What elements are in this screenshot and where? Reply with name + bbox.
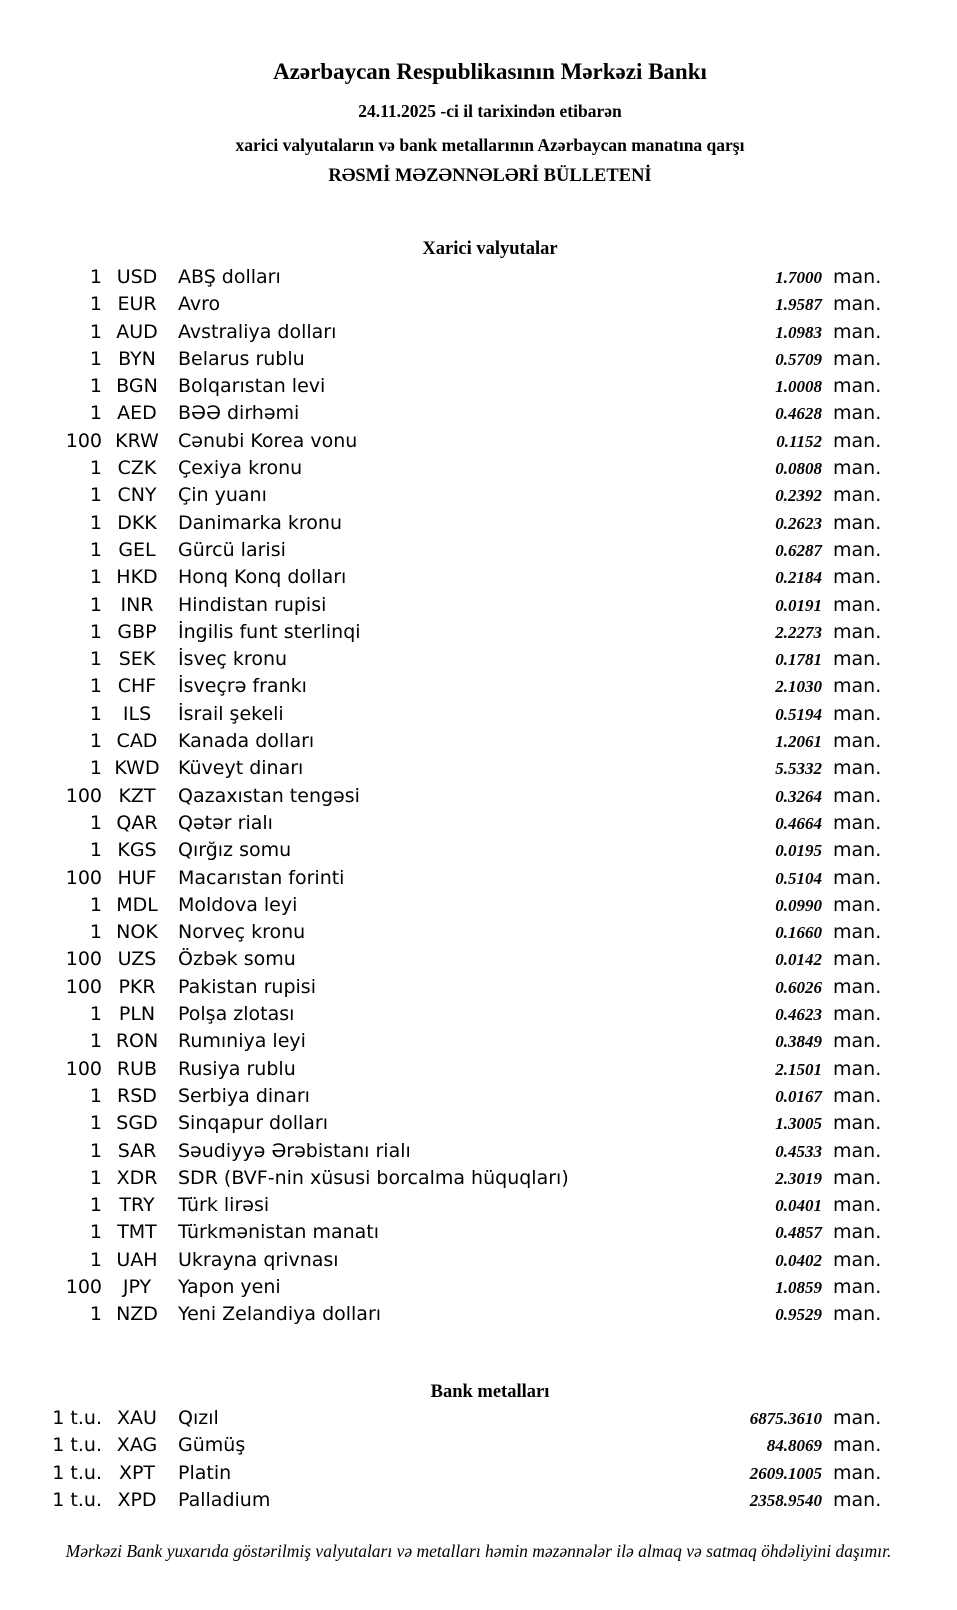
currency-name: Rumıniya leyi	[178, 1030, 306, 1053]
rate-value: 0.3849	[775, 1032, 822, 1052]
unit-label: man.	[833, 839, 882, 862]
unit-label: man.	[833, 347, 882, 370]
currency-name: Honq Konq dolları	[178, 566, 347, 589]
metals-table	[0, 1405, 890, 1514]
quantity-cell: 1	[89, 1303, 102, 1326]
quantity-cell: 1	[89, 893, 102, 916]
currency-code: CAD	[116, 730, 158, 753]
unit-label: man.	[833, 457, 882, 480]
currency-name: Gürcü larisi	[178, 538, 286, 561]
unit-label: man.	[833, 784, 882, 807]
rate-value: 0.0808	[775, 459, 822, 479]
rate-value: 2358.9540	[749, 1490, 822, 1510]
quantity-cell: 1	[89, 511, 102, 534]
currency-name: İngilis funt sterlinqi	[178, 620, 361, 643]
currency-code: KWD	[114, 757, 160, 780]
currency-code: TRY	[119, 1194, 155, 1217]
table-row	[0, 1274, 890, 1301]
unit-label: man.	[833, 1057, 882, 1080]
currency-code: PLN	[118, 1003, 156, 1026]
rate-value: 0.0401	[775, 1196, 822, 1216]
table-row	[0, 482, 890, 509]
currency-name: ABŞ dolları	[178, 266, 281, 288]
table-row	[0, 646, 890, 673]
currency-code: BYN	[118, 347, 156, 370]
unit-label: man.	[833, 1303, 882, 1326]
currency-code: QAR	[116, 811, 158, 834]
table-row	[0, 537, 890, 564]
currency-name: Bolqarıstan levi	[178, 375, 326, 398]
quantity-cell: 1	[89, 1112, 102, 1135]
unit-label: man.	[833, 1139, 882, 1162]
currency-name: Norveç kronu	[178, 921, 306, 944]
table-row	[0, 1405, 890, 1432]
currency-code: KZT	[118, 784, 156, 807]
currency-name: Danimarka kronu	[178, 511, 343, 534]
date-line: 24.11.2025 -ci il tarixindən etibarən	[358, 101, 622, 121]
rate-value: 0.0990	[775, 895, 822, 915]
unit-label: man.	[833, 1488, 882, 1511]
rate-value: 0.2184	[775, 568, 822, 588]
table-row	[0, 400, 890, 427]
currency-code: RUB	[116, 1057, 158, 1080]
unit-label: man.	[833, 266, 882, 288]
currency-name: SDR (BVF-nin xüsusi borcalma hüquqları)	[178, 1166, 569, 1189]
quantity-cell: 1	[89, 293, 102, 316]
table-row	[0, 755, 890, 782]
table-row	[0, 1001, 890, 1028]
currency-code: ILS	[122, 702, 152, 725]
unit-label: man.	[833, 1275, 882, 1298]
table-row	[0, 865, 890, 892]
unit-label: man.	[833, 893, 882, 916]
quantity-cell: 1	[89, 811, 102, 834]
quantity-cell: 1	[89, 266, 102, 288]
currency-name: Qırğız somu	[178, 839, 292, 862]
unit-label: man.	[833, 921, 882, 944]
quantity-cell: 1	[89, 702, 102, 725]
rate-value: 0.0167	[775, 1086, 822, 1106]
unit-label: man.	[833, 1194, 882, 1217]
currency-code: UZS	[117, 948, 157, 971]
table-row	[0, 428, 890, 455]
quantity-cell: 1 t.u.	[52, 1461, 102, 1484]
currency-name: Türk lirəsi	[178, 1194, 270, 1217]
currency-name: Kanada dolları	[178, 730, 315, 753]
rate-value: 1.7000	[775, 268, 822, 287]
unit-label: man.	[833, 620, 882, 643]
currency-name: Qızıl	[178, 1407, 219, 1429]
quantity-cell: 1	[89, 375, 102, 398]
quantity-cell: 1	[89, 484, 102, 507]
currency-code: UAH	[116, 1248, 158, 1271]
currency-name: Çexiya kronu	[178, 457, 303, 480]
quantity-cell: 100	[65, 1057, 102, 1080]
currency-code: AUD	[116, 320, 158, 343]
quantity-cell: 1	[89, 538, 102, 561]
table-row	[0, 264, 890, 291]
table-row	[0, 1110, 890, 1137]
section-title-metals: Bank metalları	[430, 1382, 550, 1402]
currency-name: Ukrayna qrivnası	[178, 1248, 339, 1271]
rate-value: 1.2061	[775, 732, 822, 752]
quantity-cell: 1	[89, 730, 102, 753]
table-row	[0, 1192, 890, 1219]
currency-code: XAU	[117, 1407, 157, 1429]
table-row	[0, 564, 890, 591]
currency-name: Yeni Zelandiya dolları	[178, 1303, 382, 1326]
quantity-cell: 1 t.u.	[52, 1407, 102, 1429]
rate-value: 0.4623	[775, 1005, 822, 1025]
quantity-cell: 100	[65, 429, 102, 452]
rate-value: 0.4628	[775, 404, 822, 424]
rate-value: 0.6026	[775, 977, 822, 997]
rate-value: 2.3019	[775, 1168, 822, 1188]
currency-code: RSD	[117, 1084, 157, 1107]
quantity-cell: 1 t.u.	[52, 1434, 102, 1457]
rate-value: 1.9587	[775, 295, 822, 315]
currency-name: Rusiya rublu	[178, 1057, 296, 1080]
currency-code: XDR	[116, 1166, 158, 1189]
rate-value: 1.0859	[775, 1277, 822, 1297]
currency-code: KRW	[115, 429, 159, 452]
table-row	[0, 291, 890, 318]
rate-value: 0.0402	[775, 1250, 822, 1270]
table-row	[0, 837, 890, 864]
table-row	[0, 319, 890, 346]
currency-code: EUR	[117, 293, 157, 316]
table-row	[0, 810, 890, 837]
currency-code: AED	[117, 402, 157, 425]
currency-code: JPY	[122, 1275, 152, 1298]
currency-code: PKR	[118, 975, 156, 998]
rate-value: 0.1152	[776, 431, 822, 451]
rate-value: 2609.1005	[749, 1463, 822, 1483]
rate-value: 1.0008	[775, 377, 822, 397]
unit-label: man.	[833, 566, 882, 589]
currency-code: XPD	[117, 1488, 157, 1511]
quantity-cell: 1	[89, 593, 102, 616]
currency-name: Polşa zlotası	[178, 1003, 295, 1026]
currency-name: Özbək somu	[178, 948, 296, 971]
quantity-cell: 1	[89, 320, 102, 343]
unit-label: man.	[833, 511, 882, 534]
unit-label: man.	[833, 538, 882, 561]
currency-name: Qazaxıstan tengəsi	[178, 784, 360, 807]
currency-code: CHF	[117, 675, 157, 698]
rate-value: 84.8069	[766, 1436, 822, 1456]
currency-code: USD	[116, 266, 158, 288]
currency-name: Küveyt dinarı	[178, 757, 304, 780]
rate-value: 0.5194	[775, 704, 822, 724]
quantity-cell: 100	[65, 784, 102, 807]
currency-name: Sinqapur dolları	[178, 1112, 329, 1135]
currency-code: XPT	[118, 1461, 156, 1484]
disclaimer-text: Mərkəzi Bank yuxarıda göstərilmiş valyutaları və metalları həmin məzənnələr ilə almaq və satmaq öhdəliyini daşımır.	[65, 1541, 892, 1561]
currency-name: Avstraliya dolları	[178, 320, 337, 343]
rate-value: 1.0983	[775, 322, 822, 342]
table-row	[0, 1138, 890, 1165]
unit-label: man.	[833, 402, 882, 425]
rate-value: 0.5104	[775, 868, 822, 888]
table-row	[0, 1219, 890, 1246]
currency-table	[0, 264, 890, 1329]
rate-value: 0.2623	[775, 513, 822, 533]
rate-value: 0.0191	[775, 595, 822, 615]
unit-label: man.	[833, 811, 882, 834]
rate-value: 0.4533	[775, 1141, 822, 1161]
unit-label: man.	[833, 320, 882, 343]
currency-code: MDL	[116, 893, 158, 916]
quantity-cell: 1	[89, 1221, 102, 1244]
rate-value: 0.4664	[775, 813, 822, 833]
unit-label: man.	[833, 1434, 882, 1457]
table-row	[0, 728, 890, 755]
table-row	[0, 1487, 890, 1514]
currency-code: XAG	[116, 1434, 158, 1457]
currency-code: CZK	[117, 457, 157, 480]
quantity-cell: 1	[89, 1003, 102, 1026]
unit-label: man.	[833, 866, 882, 889]
currency-name: Avro	[178, 293, 221, 316]
table-row	[0, 592, 890, 619]
currency-code: NOK	[116, 921, 158, 944]
quantity-cell: 1	[89, 347, 102, 370]
table-row	[0, 892, 890, 919]
quantity-cell: 100	[65, 866, 102, 889]
quantity-cell: 1	[89, 921, 102, 944]
currency-name: Qətər rialı	[178, 811, 273, 834]
unit-label: man.	[833, 730, 882, 753]
rate-value: 5.5332	[775, 759, 822, 779]
quantity-cell: 100	[65, 975, 102, 998]
unit-label: man.	[833, 375, 882, 398]
table-row	[0, 455, 890, 482]
unit-label: man.	[833, 293, 882, 316]
currency-name: Cənubi Korea vonu	[178, 429, 358, 452]
table-row	[0, 1083, 890, 1110]
table-row	[0, 1460, 890, 1487]
table-row	[0, 1056, 890, 1083]
unit-label: man.	[833, 1461, 882, 1484]
currency-code: HKD	[116, 566, 158, 589]
table-row	[0, 1247, 890, 1274]
quantity-cell: 1 t.u.	[52, 1488, 102, 1511]
table-row	[0, 1165, 890, 1192]
quantity-cell: 1	[89, 402, 102, 425]
rate-value: 0.1660	[775, 923, 822, 943]
rate-value: 0.2392	[775, 486, 822, 506]
currency-code: RON	[115, 1030, 159, 1053]
currency-name: İsrail şekeli	[178, 702, 284, 725]
unit-label: man.	[833, 702, 882, 725]
rate-value: 0.3264	[775, 786, 822, 806]
quantity-cell: 1	[89, 839, 102, 862]
unit-label: man.	[833, 648, 882, 671]
currency-name: İsveçrə frankı	[178, 675, 307, 698]
currency-code: HUF	[117, 866, 157, 889]
currency-name: Səudiyyə Ərəbistanı rialı	[178, 1139, 411, 1162]
quantity-cell: 100	[65, 1275, 102, 1298]
table-row	[0, 1432, 890, 1459]
currency-code: GBP	[117, 620, 157, 643]
table-row	[0, 619, 890, 646]
unit-label: man.	[833, 948, 882, 971]
quantity-cell: 1	[89, 620, 102, 643]
rate-value: 2.2273	[775, 622, 822, 642]
currency-name: BƏƏ dirhəmi	[178, 402, 300, 425]
table-row	[0, 701, 890, 728]
quantity-cell: 1	[89, 1194, 102, 1217]
currency-name: İsveç kronu	[178, 648, 288, 671]
rate-value: 0.6287	[775, 540, 822, 560]
rate-value: 0.4857	[775, 1223, 822, 1243]
rate-value: 0.0195	[775, 841, 822, 861]
currency-code: DKK	[117, 511, 157, 534]
table-row	[0, 346, 890, 373]
table-row	[0, 1301, 890, 1328]
currency-name: Platin	[178, 1461, 232, 1484]
unit-label: man.	[833, 429, 882, 452]
section-title-currencies: Xarici valyutalar	[422, 239, 558, 259]
rate-value: 0.9529	[775, 1305, 822, 1325]
bulletin-title: RƏSMİ MƏZƏNNƏLƏRİ BÜLLETENİ	[328, 166, 652, 186]
currency-code: SGD	[116, 1112, 158, 1135]
unit-label: man.	[833, 1084, 882, 1107]
quantity-cell: 1	[89, 1248, 102, 1271]
currency-code: TMT	[117, 1221, 157, 1244]
currency-code: GEL	[118, 538, 156, 561]
unit-label: man.	[833, 1248, 882, 1271]
quantity-cell: 1	[89, 1139, 102, 1162]
unit-label: man.	[833, 675, 882, 698]
quantity-cell: 1	[89, 675, 102, 698]
table-row	[0, 373, 890, 400]
table-row	[0, 946, 890, 973]
currency-code: INR	[120, 593, 154, 616]
table-row	[0, 673, 890, 700]
quantity-cell: 1	[89, 648, 102, 671]
currency-name: Gümüş	[178, 1434, 246, 1457]
currency-name: Pakistan rupisi	[178, 975, 316, 998]
currency-name: Yapon yeni	[178, 1275, 281, 1298]
quantity-cell: 1	[89, 566, 102, 589]
quantity-cell: 100	[65, 948, 102, 971]
currency-name: Macarıstan forinti	[178, 866, 345, 889]
currency-code: KGS	[117, 839, 157, 862]
table-row	[0, 510, 890, 537]
table-row	[0, 974, 890, 1001]
currency-name: Çin yuanı	[178, 484, 267, 507]
quantity-cell: 1	[89, 1030, 102, 1053]
currency-code: NZD	[116, 1303, 158, 1326]
currency-name: Serbiya dinarı	[178, 1084, 310, 1107]
unit-label: man.	[833, 1003, 882, 1026]
unit-label: man.	[833, 975, 882, 998]
currency-code: SAR	[117, 1139, 157, 1162]
subtitle-line: xarici valyutaların və bank metallarının Azərbaycan manatına qarşı	[235, 135, 745, 155]
unit-label: man.	[833, 593, 882, 616]
currency-name: Palladium	[178, 1488, 271, 1511]
unit-label: man.	[833, 1030, 882, 1053]
currency-name: Belarus rublu	[178, 347, 305, 370]
page-title: Azərbaycan Respublikasının Mərkəzi Bankı	[273, 59, 707, 84]
rate-value: 0.5709	[775, 349, 822, 369]
currency-code: CNY	[117, 484, 157, 507]
unit-label: man.	[833, 1221, 882, 1244]
unit-label: man.	[833, 1112, 882, 1135]
rate-value: 2.1030	[775, 677, 822, 697]
rate-value: 0.1781	[775, 650, 822, 670]
currency-name: Hindistan rupisi	[178, 593, 327, 616]
rate-value: 0.0142	[775, 950, 822, 970]
unit-label: man.	[833, 1166, 882, 1189]
table-row	[0, 783, 890, 810]
table-row	[0, 1028, 890, 1055]
currency-name: Türkmənistan manatı	[178, 1221, 380, 1244]
unit-label: man.	[833, 757, 882, 780]
table-row	[0, 919, 890, 946]
currency-code: BGN	[116, 375, 158, 398]
currency-name: Moldova leyi	[178, 893, 298, 916]
unit-label: man.	[833, 484, 882, 507]
quantity-cell: 1	[89, 757, 102, 780]
unit-label: man.	[833, 1407, 882, 1429]
rate-value: 6875.3610	[749, 1409, 822, 1428]
quantity-cell: 1	[89, 457, 102, 480]
rate-value: 2.1501	[775, 1059, 822, 1079]
quantity-cell: 1	[89, 1084, 102, 1107]
rate-value: 1.3005	[775, 1114, 822, 1134]
quantity-cell: 1	[89, 1166, 102, 1189]
currency-code: SEK	[118, 648, 156, 671]
